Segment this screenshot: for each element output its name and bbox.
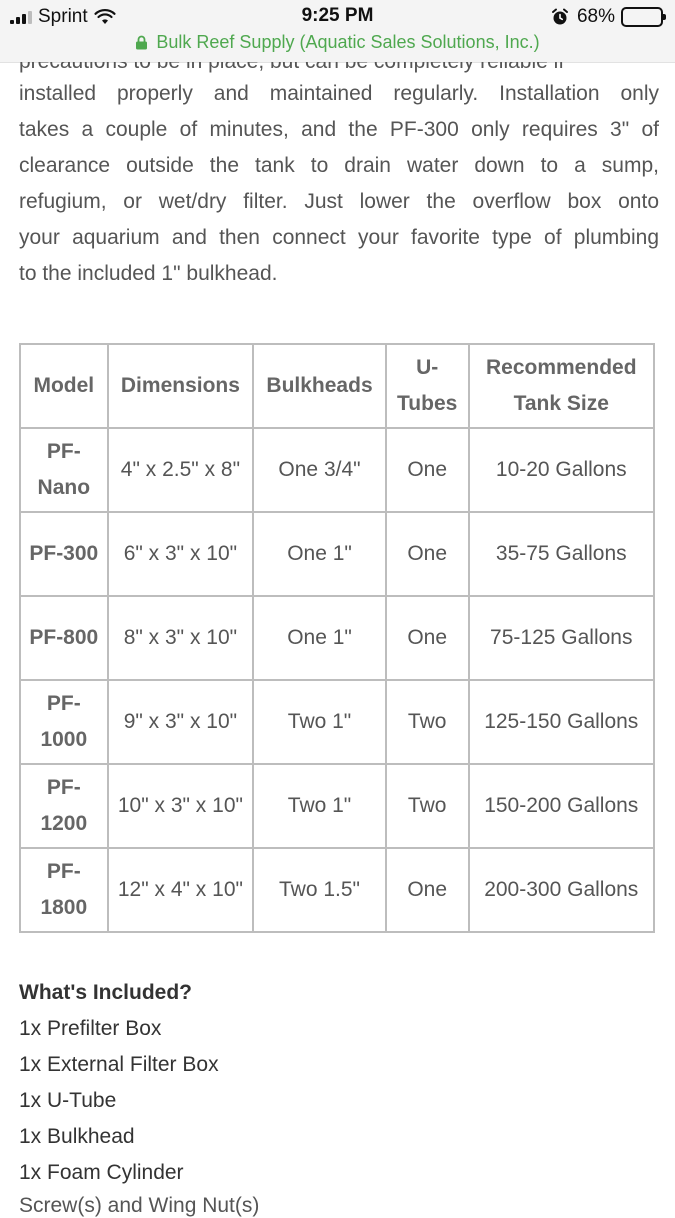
cell-model: PF-Nano [20, 428, 108, 512]
cell-bulkheads: One 3/4" [253, 428, 386, 512]
carrier-name: Sprint [38, 6, 88, 27]
table-row [20, 428, 654, 512]
cell-bulkheads: Two 1" [253, 680, 386, 764]
cell-dimensions: 4" x 2.5" x 8" [108, 428, 254, 512]
table-row [20, 764, 654, 848]
table-row [20, 680, 654, 764]
cell-u-tubes: Two [386, 764, 469, 848]
cell-u-tubes: One [386, 848, 469, 932]
cell-bulkheads: One 1" [253, 512, 386, 596]
description-paragraph [19, 76, 659, 292]
cell-u-tubes: One [386, 428, 469, 512]
lock-icon [135, 35, 148, 50]
cell-u-tubes: Two [386, 680, 469, 764]
partial-list-item-text: Screw(s) and Wing Nut(s) [19, 1194, 260, 1217]
cell-dimensions: 6" x 3" x 10" [108, 512, 254, 596]
cell-model: PF-1200 [20, 764, 108, 848]
table-row [20, 848, 654, 932]
paragraph-line: takes a couple of minutes, and the PF-300 only requires 3" of [19, 118, 659, 141]
cell-bulkheads: Two 1.5" [253, 848, 386, 932]
cell-model: PF-1000 [20, 680, 108, 764]
cell-model: PF-300 [20, 512, 108, 596]
cell-u-tubes: One [386, 596, 469, 680]
paragraph-line: your aquarium and then connect your favorite type of plumbing [19, 226, 659, 249]
status-bar [0, 0, 675, 63]
cell-tank-size: 10-20 Gallons [469, 428, 654, 512]
cell-dimensions: 8" x 3" x 10" [108, 596, 254, 680]
included-list [19, 1011, 219, 1191]
list-item: 1x Foam Cylinder [19, 1161, 184, 1184]
cell-bulkheads: One 1" [253, 596, 386, 680]
cell-tank-size: 150-200 Gallons [469, 764, 654, 848]
header-model: Model [20, 344, 108, 428]
whats-included-heading: What's Included? [19, 981, 192, 1004]
table-header-row [20, 344, 654, 428]
cell-dimensions: 10" x 3" x 10" [108, 764, 254, 848]
cell-u-tubes: One [386, 512, 469, 596]
cell-tank-size: 200-300 Gallons [469, 848, 654, 932]
alarm-icon [551, 8, 569, 26]
header-bulkheads: Bulkheads [253, 344, 386, 428]
specifications-table [19, 343, 655, 933]
site-name: Bulk Reef Supply (Aquatic Sales Solutions, Inc.) [156, 32, 540, 52]
cell-dimensions: 12" x 4" x 10" [108, 848, 254, 932]
cell-dimensions: 9" x 3" x 10" [108, 680, 254, 764]
table-row [20, 596, 654, 680]
cell-tank-size: 75-125 Gallons [469, 596, 654, 680]
list-item: 1x U-Tube [19, 1089, 117, 1112]
list-item: 1x Bulkhead [19, 1125, 135, 1148]
header-tank-size: Recommended Tank Size [469, 344, 654, 428]
table-row [20, 512, 654, 596]
paragraph-line: clearance outside the tank to drain water down to a sump, [19, 154, 659, 177]
right-status-group [551, 5, 663, 29]
cell-model: PF-800 [20, 596, 108, 680]
battery-icon [621, 7, 663, 27]
cell-tank-size: 125-150 Gallons [469, 680, 654, 764]
cell-tank-size: 35-75 Gallons [469, 512, 654, 596]
cell-bulkheads: Two 1" [253, 764, 386, 848]
paragraph-line: installed properly and maintained regularly. Installation only [19, 82, 659, 105]
partial-list-item [19, 1184, 260, 1217]
header-dimensions: Dimensions [108, 344, 254, 428]
battery-percent: 68% [576, 6, 615, 27]
address-bar[interactable] [0, 32, 675, 53]
header-u-tubes: U-Tubes [386, 344, 469, 428]
cell-model: PF-1800 [20, 848, 108, 932]
paragraph-line: refugium, or wet/dry filter. Just lower the overflow box onto [19, 190, 659, 213]
list-item: 1x External Filter Box [19, 1053, 219, 1076]
list-item: 1x Prefilter Box [19, 1017, 162, 1040]
paragraph-line: to the included 1" bulkhead. [19, 262, 278, 285]
clock-time: 9:25 PM [301, 5, 374, 26]
